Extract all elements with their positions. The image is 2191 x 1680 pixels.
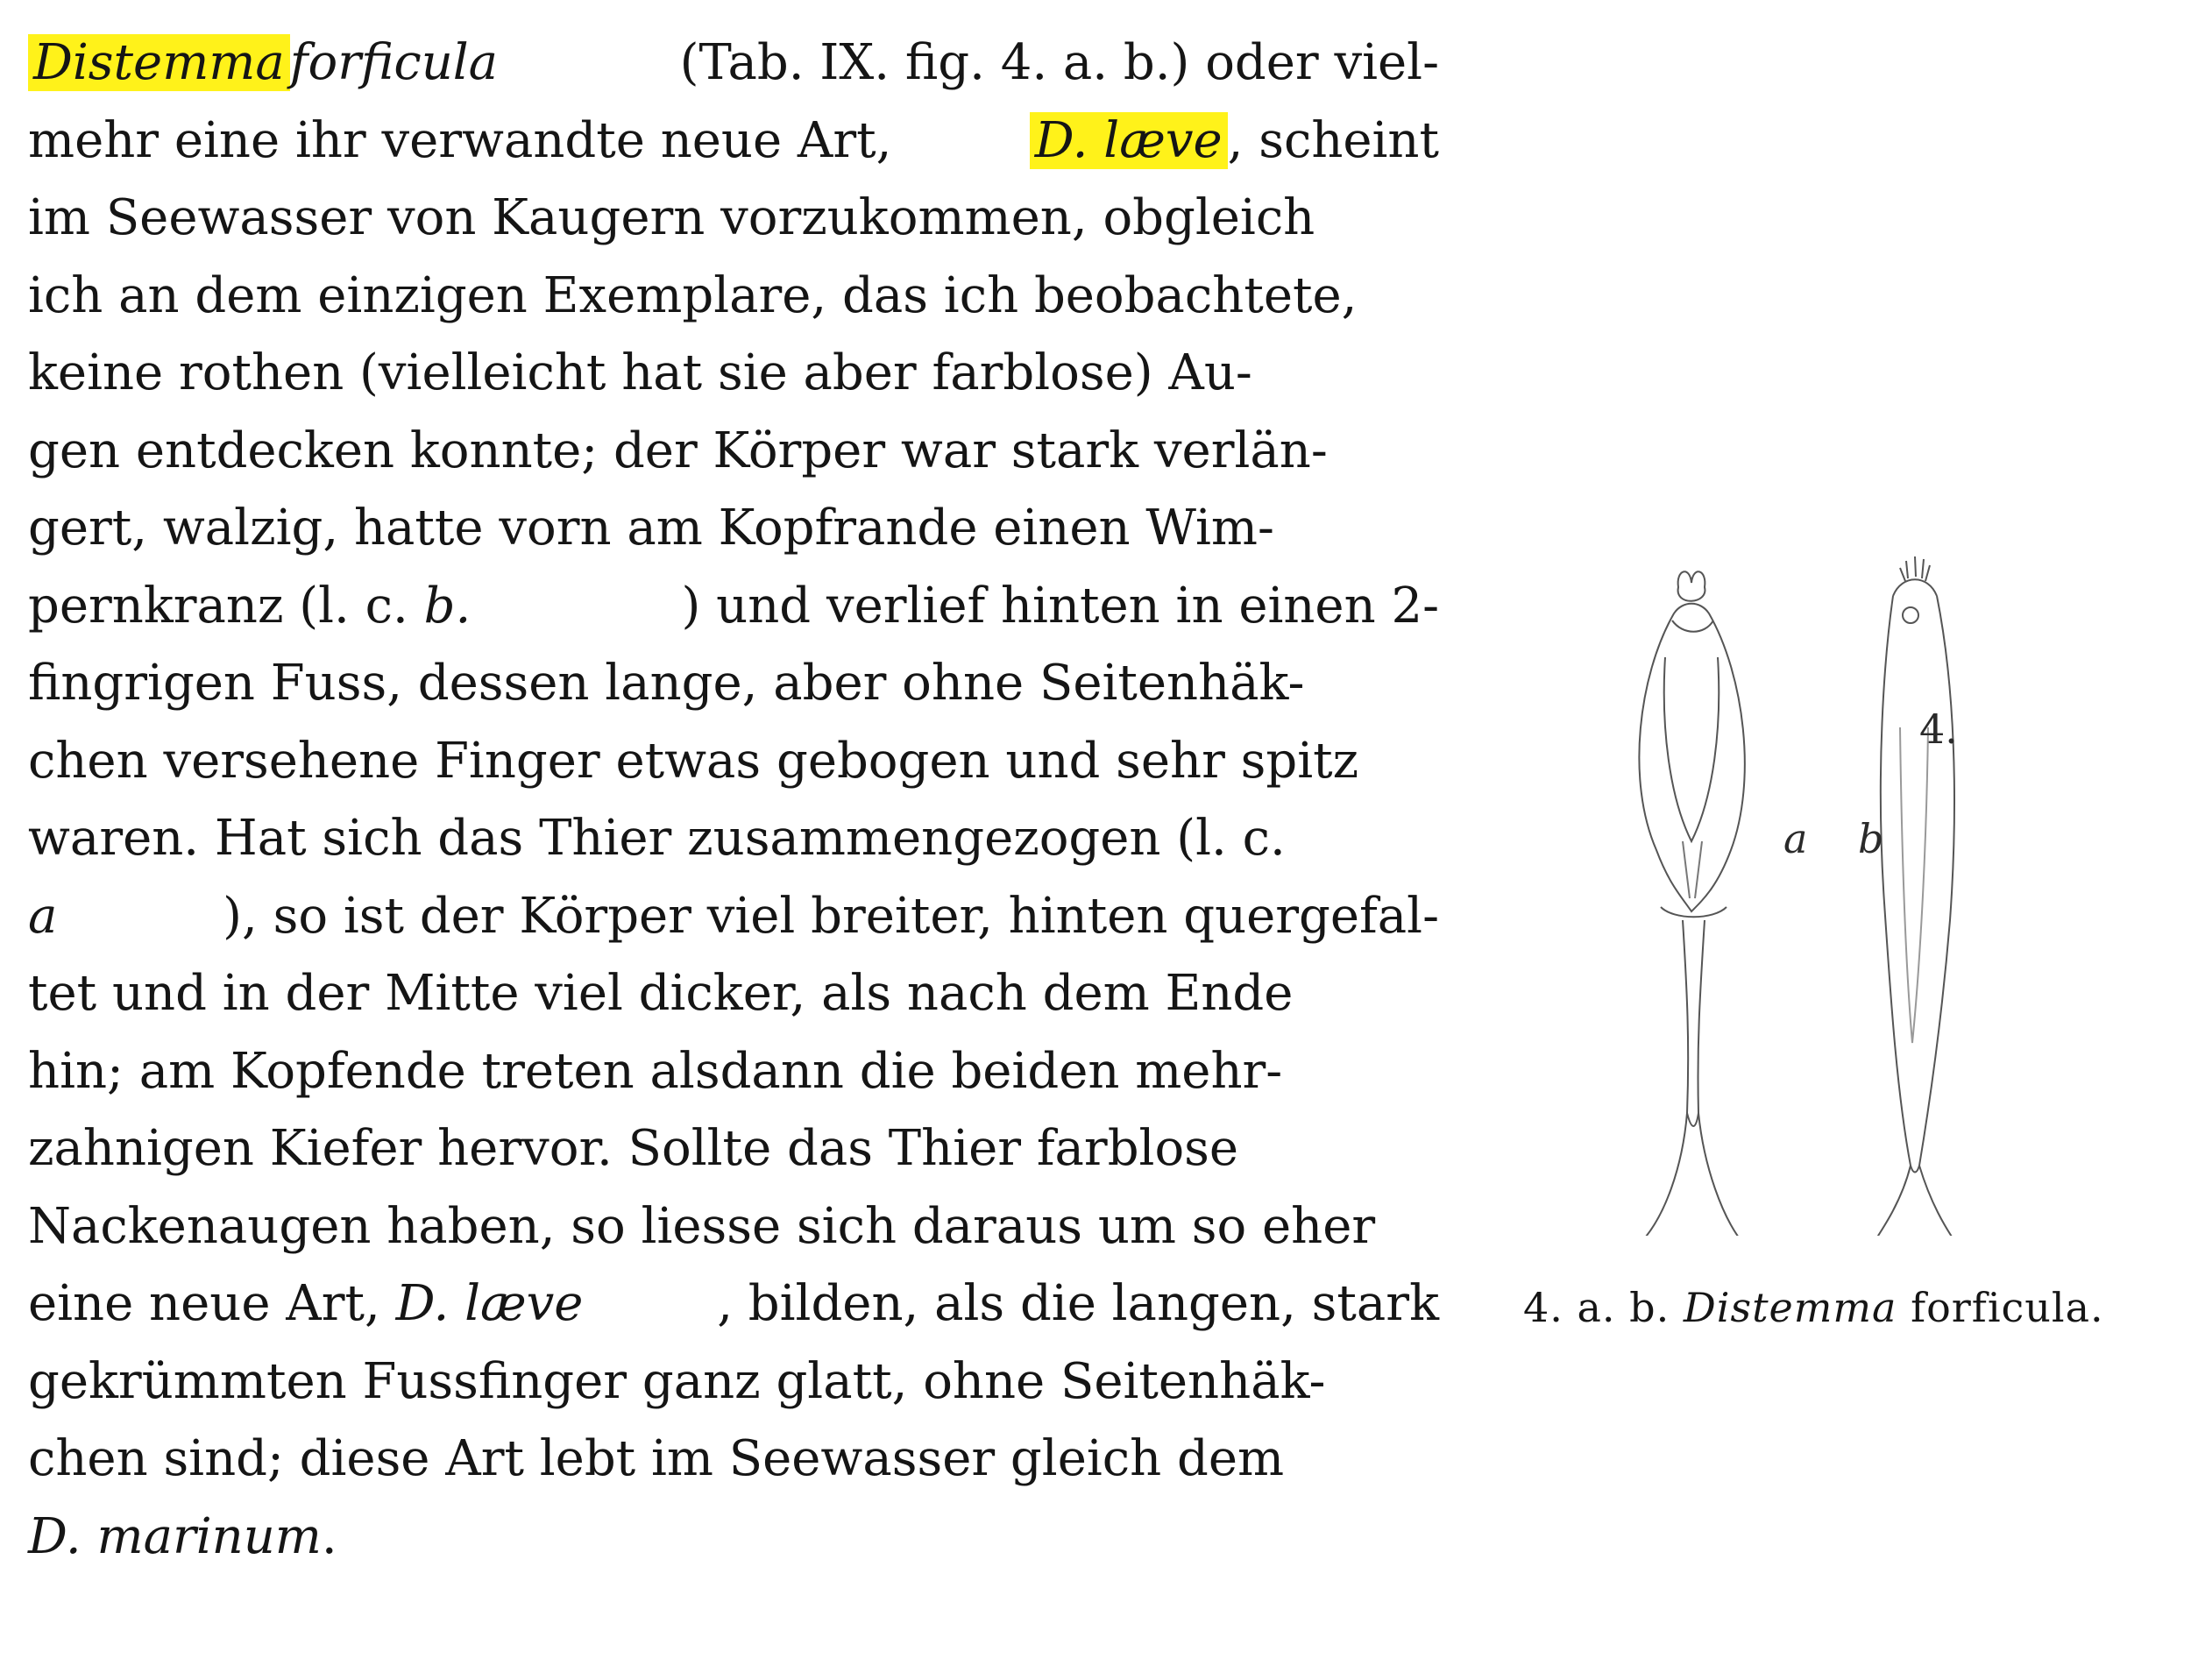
text-line-8-end: ) und verlief hinten in einen 2-	[681, 577, 1439, 634]
text-line-16: Nackenaugen haben, so liesse sich daraus um so eher	[28, 1197, 1376, 1255]
text-line-12-end: ), so ist der Körper viel breiter, hinten quergefal-	[223, 887, 1439, 945]
text-line-1	[28, 25, 1439, 103]
text-line-15: zahnigen Kiefer hervor. Sollte das Thier farblose	[28, 1120, 1239, 1177]
figure-label-a: a	[1783, 815, 1808, 862]
text-line-2-end: , scheint	[1227, 111, 1439, 169]
rotifer-illustration	[1621, 552, 2103, 1236]
genus-highlight: Distemma	[28, 34, 290, 91]
text-line-7: gert, walzig, hatte vorn am Kopfrande einen Wim-	[28, 500, 1274, 556]
species-highlight: D. læve	[1030, 112, 1228, 169]
caption-species: forficula.	[1911, 1284, 2104, 1331]
text-line-8	[28, 568, 1439, 646]
text-line-4: ich an dem einzigen Exemplare, das ich beobachtete,	[28, 266, 1358, 324]
text-line-2	[28, 103, 1439, 181]
species-name-3: D. marinum	[28, 1507, 322, 1565]
figure-caption	[1523, 1284, 2104, 1331]
text-line-11: waren. Hat sich das Thier zusammengezogen (l. c.	[28, 810, 1286, 867]
rotifer-drawing	[1621, 552, 2103, 1236]
text-line-9: fingrigen Fuss, dessen lange, aber ohne Seitenhäk-	[28, 655, 1305, 712]
text-line-20-end: .	[321, 1507, 337, 1565]
text-line-13: tet und in der Mitte viel dicker, als nach dem Ende	[28, 965, 1294, 1022]
text-line-12	[28, 878, 1439, 956]
text-line-5: keine rothen (vielleicht hat sie aber farblose) Au-	[28, 344, 1252, 401]
species-name-2: D. læve	[395, 1275, 584, 1332]
text-line-19: chen sind; diese Art lebt im Seewasser gleich dem	[28, 1430, 1285, 1487]
text-line-8-start: pernkranz (l. c.	[28, 577, 408, 634]
text-line-17	[28, 1265, 1439, 1343]
article-text	[28, 25, 1439, 1576]
text-line-2-start: mehr eine ihr verwandte neue Art,	[28, 111, 892, 169]
text-line-17-end: , bilden, als die langen, stark	[717, 1275, 1439, 1332]
text-line-14: hin; am Kopfende treten alsdann die beiden mehr-	[28, 1042, 1283, 1100]
text-line-10: chen versehene Finger etwas gebogen und sehr spitz	[28, 732, 1359, 790]
figure-ref-a: a	[28, 887, 58, 945]
caption-prefix: 4. a. b.	[1523, 1284, 1670, 1331]
figure-number-label: 4.	[1919, 705, 1958, 753]
text-line-17-start: eine neue Art,	[28, 1275, 380, 1332]
figure-label-b: b	[1858, 815, 1884, 862]
text-line-3: im Seewasser von Kaugern vorzukommen, obgleich	[28, 189, 1315, 246]
text-line-1-rest: (Tab. IX. fig. 4. a. b.) oder viel-	[679, 34, 1439, 91]
text-line-18: gekrümmten Fussfinger ganz glatt, ohne Seitenhäk-	[28, 1352, 1326, 1410]
figure-ref-b: b.	[423, 577, 472, 634]
caption-genus: Distemma	[1683, 1284, 1897, 1331]
species-name: forficula	[289, 34, 499, 91]
text-line-6: gen entdecken konnte; der Körper war stark verlän-	[28, 422, 1328, 479]
text-line-20	[28, 1499, 1439, 1577]
